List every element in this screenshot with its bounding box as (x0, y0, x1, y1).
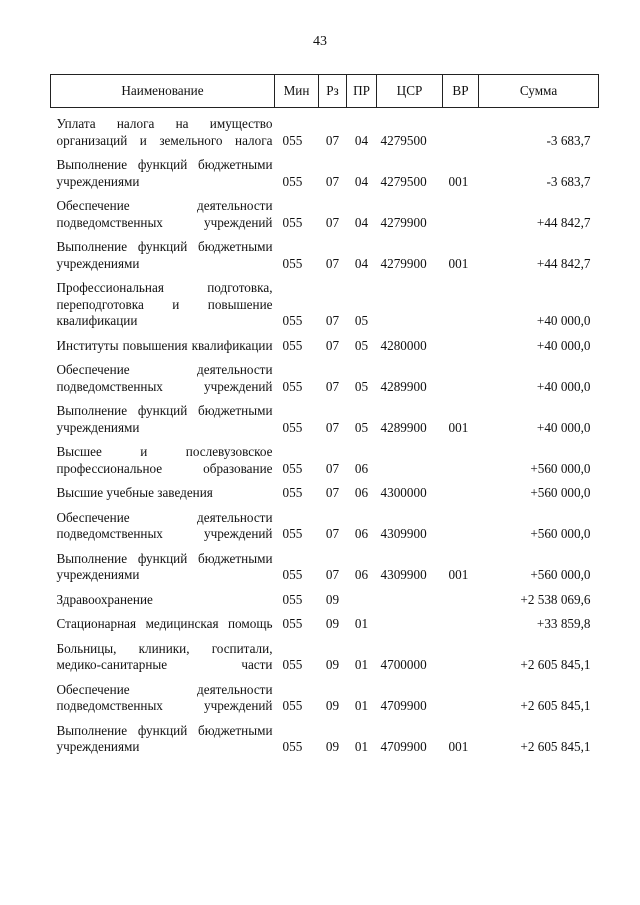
cell-pr: 04 (354, 255, 369, 271)
cell-vr (443, 485, 479, 502)
table-header-row (51, 75, 599, 108)
table-body (51, 108, 599, 756)
row-spacer (51, 584, 599, 592)
header-sum: Сумма (479, 75, 599, 108)
table-row (51, 510, 599, 543)
cell-min: 055 (282, 132, 303, 148)
header-name: Наименование (51, 75, 275, 108)
table-row (51, 723, 599, 756)
cell-csr (377, 444, 443, 477)
row-spacer-cell (51, 543, 599, 551)
cell-min: 055 (282, 739, 303, 754)
cell-sum: +2 605 845,1 (520, 657, 591, 672)
cell-pr: 04 (354, 173, 369, 189)
row-spacer (51, 272, 599, 280)
row-spacer-cell (51, 330, 599, 338)
table-row (51, 239, 599, 272)
row-spacer (51, 354, 599, 362)
cell-vr (443, 641, 479, 674)
cell-csr: 4709900 (380, 698, 427, 713)
cell-min: 055 (282, 657, 303, 672)
cell-pr: 01 (354, 616, 369, 631)
cell-min: 055 (282, 173, 303, 189)
row-spacer (51, 502, 599, 510)
table-row (51, 641, 599, 674)
row-spacer-cell (51, 272, 599, 280)
row-spacer-cell (51, 477, 599, 485)
row-spacer (51, 108, 599, 117)
cell-vr: 001 (448, 567, 469, 582)
row-spacer (51, 436, 599, 444)
cell-name: Институты повышения квалификации (56, 337, 273, 353)
cell-rz: 09 (325, 591, 340, 607)
cell-name: Выполнение функций бюджетными учреждениями (56, 550, 273, 582)
cell-pr: 05 (354, 313, 369, 328)
cell-vr (443, 616, 479, 633)
cell-pr: 06 (354, 567, 369, 582)
table-row (51, 551, 599, 584)
cell-rz: 07 (325, 132, 340, 148)
cell-min: 055 (282, 378, 303, 394)
row-spacer (51, 330, 599, 338)
table-row (51, 116, 599, 149)
cell-rz: 07 (325, 173, 340, 189)
cell-vr (443, 362, 479, 395)
cell-rz: 07 (325, 485, 340, 500)
cell-name: Обеспечение деятельности подведомственных учреждений (56, 509, 273, 541)
cell-name: Выполнение функций бюджетными учреждениями (56, 403, 273, 435)
header-pr: ПР (347, 75, 377, 108)
cell-vr: 001 (448, 173, 469, 189)
cell-sum: -3 683,7 (546, 132, 591, 148)
header-rz: Рз (319, 75, 347, 108)
table-row (51, 616, 599, 633)
cell-min: 055 (282, 591, 303, 607)
cell-csr: 4300000 (380, 485, 427, 500)
row-spacer (51, 149, 599, 157)
cell-csr: 4289900 (380, 419, 427, 435)
budget-table (50, 74, 599, 756)
cell-csr: 4279500 (380, 132, 427, 148)
cell-rz: 07 (325, 337, 340, 353)
cell-name: Высшие учебные заведения (56, 485, 213, 500)
cell-min: 055 (282, 313, 303, 328)
cell-name: Обеспечение деятельности подведомственных учреждений (56, 198, 273, 230)
cell-pr (347, 592, 377, 609)
cell-vr (443, 338, 479, 355)
cell-min: 055 (282, 526, 303, 541)
row-spacer-cell (51, 502, 599, 510)
cell-min: 055 (282, 460, 303, 476)
cell-csr: 4309900 (380, 526, 427, 541)
page-number: 43 (313, 34, 327, 49)
cell-rz: 09 (325, 657, 340, 672)
cell-min: 055 (282, 567, 303, 582)
row-spacer-cell (51, 231, 599, 239)
cell-vr (443, 682, 479, 715)
cell-pr: 06 (354, 485, 369, 500)
row-spacer (51, 715, 599, 723)
cell-csr: 4280000 (380, 337, 427, 353)
cell-min: 055 (282, 698, 303, 713)
row-spacer-cell (51, 395, 599, 403)
cell-rz: 07 (325, 460, 340, 476)
cell-pr: 01 (354, 657, 369, 672)
cell-min: 055 (282, 616, 303, 631)
cell-sum: +44 842,7 (536, 255, 591, 271)
table-row (51, 198, 599, 231)
cell-name: Больницы, клиники, госпитали, медико-санитарные части (56, 640, 273, 672)
row-spacer (51, 395, 599, 403)
cell-vr (443, 444, 479, 477)
cell-name: Стационарная медицинская помощь (56, 616, 273, 631)
cell-min: 055 (282, 419, 303, 435)
cell-rz: 09 (325, 739, 340, 754)
cell-csr: 4279500 (380, 173, 427, 189)
cell-sum: +2 605 845,1 (520, 698, 591, 713)
cell-rz: 07 (325, 526, 340, 541)
cell-name: Обеспечение деятельности подведомственных учреждений (56, 362, 273, 394)
cell-pr: 05 (354, 378, 369, 394)
cell-min: 055 (282, 337, 303, 353)
row-spacer-cell (51, 190, 599, 198)
cell-csr: 4289900 (380, 378, 427, 394)
cell-rz: 07 (325, 378, 340, 394)
row-spacer (51, 674, 599, 682)
header-vr: ВР (443, 75, 479, 108)
table-row (51, 485, 599, 502)
row-spacer-cell (51, 608, 599, 616)
table-row (51, 157, 599, 190)
cell-sum: +40 000,0 (536, 419, 591, 435)
cell-vr: 001 (448, 419, 469, 435)
cell-rz: 07 (325, 214, 340, 230)
cell-name: Выполнение функций бюджетными учреждениями (56, 239, 273, 271)
row-spacer-cell (51, 633, 599, 641)
row-spacer (51, 477, 599, 485)
cell-csr (377, 592, 443, 609)
table-row (51, 592, 599, 609)
cell-sum: +2 538 069,6 (520, 591, 591, 607)
cell-vr (443, 198, 479, 231)
cell-name: Профессиональная подготовка, переподготовка и повышение квалификации (56, 280, 273, 328)
cell-pr: 05 (354, 419, 369, 435)
row-spacer-cell (51, 674, 599, 682)
table-row (51, 444, 599, 477)
row-spacer (51, 190, 599, 198)
table-row (51, 280, 599, 330)
cell-vr (443, 510, 479, 543)
cell-csr: 4309900 (380, 567, 427, 582)
cell-sum: +560 000,0 (530, 567, 591, 582)
cell-sum: +40 000,0 (536, 337, 591, 353)
row-spacer-cell (51, 715, 599, 723)
cell-name: Уплата налога на имущество организаций и земельного налога (56, 116, 273, 148)
row-spacer-cell (51, 108, 599, 117)
table-row (51, 338, 599, 355)
cell-pr: 06 (354, 526, 369, 541)
cell-csr: 4279900 (380, 255, 427, 271)
row-spacer (51, 543, 599, 551)
cell-rz: 07 (325, 419, 340, 435)
cell-sum: -3 683,7 (546, 173, 591, 189)
cell-vr (443, 592, 479, 609)
cell-sum: +560 000,0 (530, 485, 591, 500)
row-spacer-cell (51, 436, 599, 444)
cell-sum: +40 000,0 (536, 313, 591, 328)
cell-name: Выполнение функций бюджетными учреждениями (56, 722, 273, 754)
table-row (51, 682, 599, 715)
row-spacer (51, 608, 599, 616)
cell-rz: 07 (325, 255, 340, 271)
cell-sum: +2 605 845,1 (520, 739, 591, 754)
cell-sum: +44 842,7 (536, 214, 591, 230)
cell-vr (443, 116, 479, 149)
cell-csr (377, 616, 443, 633)
cell-vr: 001 (448, 255, 469, 271)
cell-sum: +560 000,0 (530, 460, 591, 476)
row-spacer (51, 231, 599, 239)
row-spacer-cell (51, 149, 599, 157)
cell-rz: 07 (325, 567, 340, 582)
cell-pr: 06 (354, 460, 369, 476)
row-spacer-cell (51, 584, 599, 592)
cell-csr: 4279900 (380, 214, 427, 230)
cell-rz: 09 (325, 616, 340, 631)
cell-name: Выполнение функций бюджетными учреждениями (56, 157, 273, 189)
cell-pr: 05 (354, 337, 369, 353)
cell-pr: 04 (354, 132, 369, 148)
cell-min: 055 (282, 485, 303, 500)
row-spacer-cell (51, 354, 599, 362)
header-min: Мин (275, 75, 319, 108)
cell-csr (377, 280, 443, 330)
cell-rz: 09 (325, 698, 340, 713)
cell-min: 055 (282, 214, 303, 230)
table-row (51, 362, 599, 395)
row-spacer (51, 633, 599, 641)
table-row (51, 403, 599, 436)
cell-vr: 001 (448, 739, 469, 754)
cell-pr: 01 (354, 739, 369, 754)
cell-sum: +560 000,0 (530, 526, 591, 541)
cell-csr: 4709900 (380, 739, 427, 754)
cell-name: Высшее и послевузовское профессиональное образование (56, 444, 273, 476)
cell-pr: 04 (354, 214, 369, 230)
cell-vr (443, 280, 479, 330)
cell-sum: +33 859,8 (536, 616, 591, 631)
cell-name: Здравоохранение (56, 591, 153, 607)
cell-csr: 4700000 (380, 657, 427, 672)
cell-rz: 07 (325, 313, 340, 328)
cell-min: 055 (282, 255, 303, 271)
cell-name: Обеспечение деятельности подведомственных учреждений (56, 681, 273, 713)
cell-sum: +40 000,0 (536, 378, 591, 394)
header-csr: ЦСР (377, 75, 443, 108)
cell-pr: 01 (354, 698, 369, 713)
